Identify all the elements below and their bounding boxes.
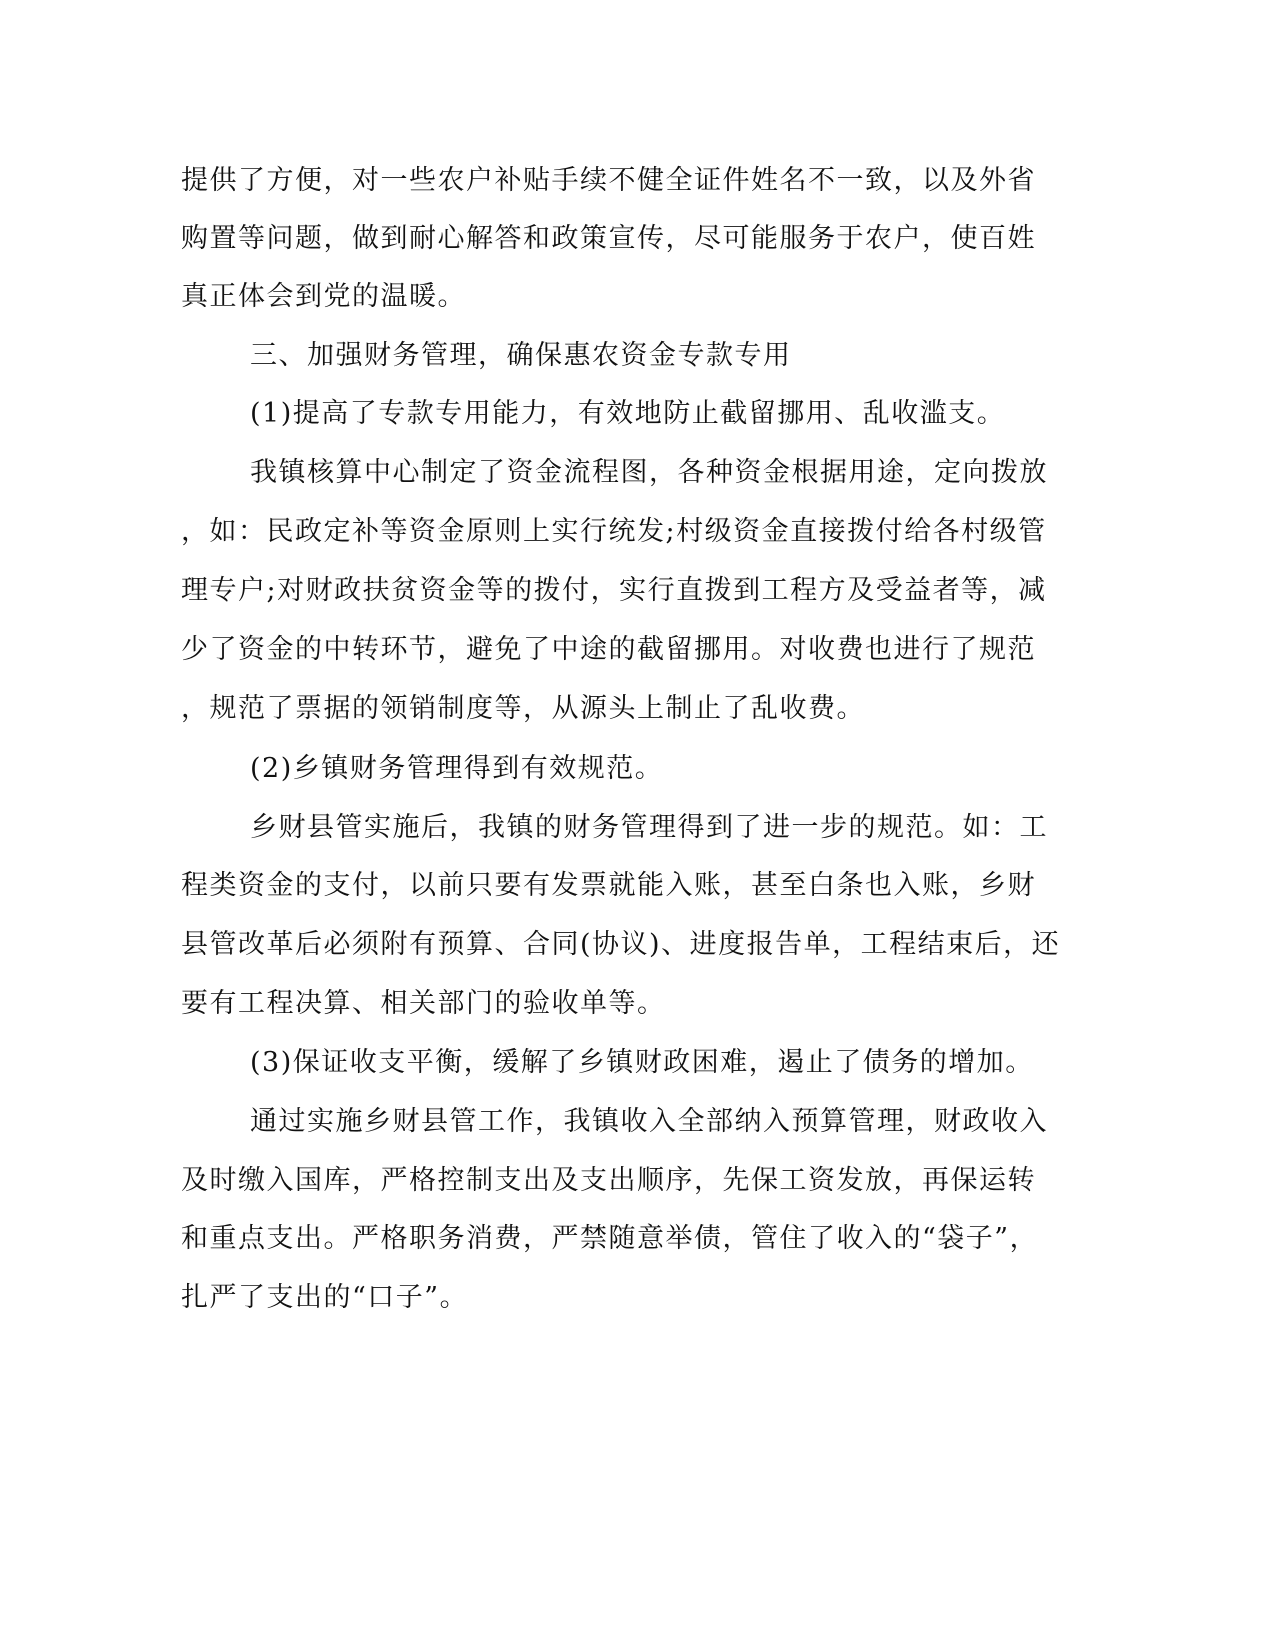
- body-line-10: ，规范了票据的领销制度等，从源头上制止了乱收费。: [181, 693, 865, 724]
- body-line-9: 少了资金的中转环节，避免了中途的截留挪用。对收费也进行了规范: [181, 634, 1036, 665]
- subheading-2: (2)乡镇财务管理得到有效规范。: [250, 753, 664, 784]
- subheading-1: (1)提高了专款专用能力，有效地防止截留挪用、乱收滥支。: [250, 398, 1006, 429]
- body-line-3: 真正体会到党的温暖。: [181, 281, 466, 312]
- section-heading: 三、加强财务管理，确保惠农资金专款专用: [250, 340, 792, 371]
- body-line-13: 程类资金的支付，以前只要有发票就能入账，甚至白条也入账，乡财: [181, 870, 1036, 901]
- body-line-8: 理专户;对财政扶贫资金等的拨付，实行直拨到工程方及受益者等，减: [181, 575, 1047, 606]
- body-line-1: 提供了方便，对一些农户补贴手续不健全证件姓名不一致，以及外省: [181, 165, 1036, 196]
- body-line-14: 县管改革后必须附有预算、合同(协议)、进度报告单，工程结束后，还: [181, 929, 1061, 960]
- subheading-3: (3)保证收支平衡，缓解了乡镇财政困难，遏止了债务的增加。: [250, 1047, 1034, 1078]
- body-line-7: ，如：民政定补等资金原则上实行统发;村级资金直接拨付给各村级管: [181, 516, 1047, 547]
- body-line-19: 和重点支出。严格职务消费，严禁随意举债，管住了收入的“袋子”，: [181, 1223, 1039, 1254]
- body-line-15: 要有工程决算、相关部门的验收单等。: [181, 988, 666, 1019]
- body-line-6: 我镇核算中心制定了资金流程图，各种资金根据用途，定向拨放: [250, 457, 1048, 488]
- body-line-20: 扎严了支出的“口子”。: [181, 1282, 469, 1313]
- body-line-2: 购置等问题，做到耐心解答和政策宣传，尽可能服务于农户，使百姓: [181, 223, 1036, 254]
- body-line-12: 乡财县管实施后，我镇的财务管理得到了进一步的规范。如：工: [250, 812, 1048, 843]
- body-line-17: 通过实施乡财县管工作，我镇收入全部纳入预算管理，财政收入: [250, 1106, 1048, 1137]
- body-line-18: 及时缴入国库，严格控制支出及支出顺序，先保工资发放，再保运转: [181, 1165, 1036, 1196]
